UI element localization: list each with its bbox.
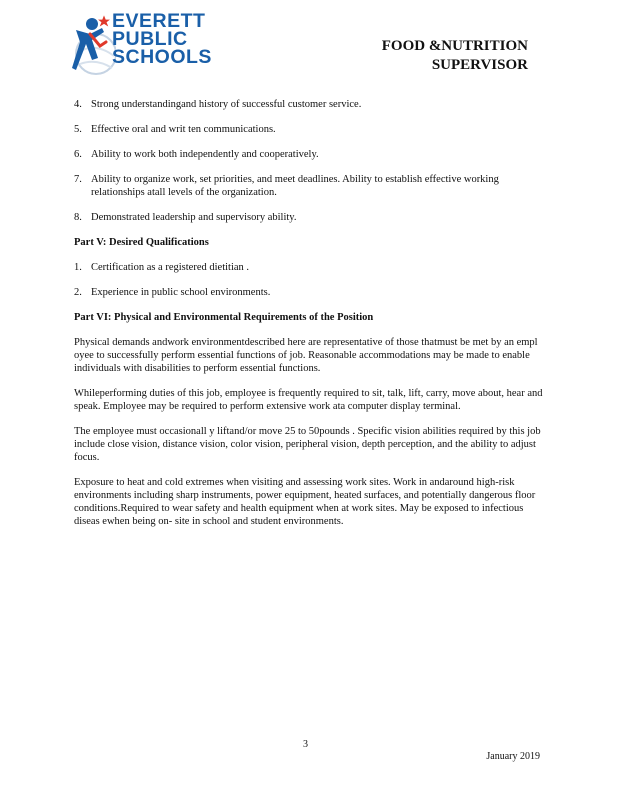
section-heading-part-6: Part VI: Physical and Environmental Requirements of the Position [74,312,374,323]
list-item [74,148,548,161]
document-title [382,37,528,75]
list-number: 5. [74,124,82,135]
logo-line-2: PUBLIC [112,28,188,50]
list-text: Ability to organize work, set priorities, and meet deadlines. Ability to establish effective working relationships atall levels of the organization. [91,174,499,198]
list-text: Experience in public school environments. [91,287,271,298]
paragraph: Physical demands andwork environmentdescribed here are representative of those thatmust be met by an empl oyee to successfully perform essential functions of job. Reasonable accommodations may be made to enable individuals with disabilities to perform essential functions. [74,337,538,374]
list-text: Demonstrated leadership and supervisory ability. [91,212,297,223]
list-item [74,261,548,274]
list-item [74,173,548,199]
list-text: Effective oral and writ ten communications. [91,124,276,135]
list-number: 1. [74,262,82,273]
list-text: Certification as a registered dietitian . [91,262,250,273]
list-number: 7. [74,174,82,185]
list-text: Strong understandingand history of successful customer service. [91,99,362,110]
logo-wordmark [112,12,212,66]
paragraph: The employee must occasionall y liftand/or move 25 to 50pounds . Specific vision abilities required by this job include close vision, distance vision, color vision, peripheral vision, depth perception, and the ability to adjust focus. [74,426,541,463]
list-item [74,98,548,111]
district-logo [72,12,242,82]
list-item [74,211,548,224]
logo-figure-icon [72,12,116,82]
list-text: Ability to work both independently and cooperatively. [91,149,319,160]
page-number: 3 [303,739,308,750]
list-number: 2. [74,287,82,298]
list-number: 8. [74,212,82,223]
list-number: 4. [74,99,82,110]
logo-line-1: EVERETT [112,10,206,32]
list-number: 6. [74,149,82,160]
title-line-1: FOOD &NUTRITION [381,38,528,54]
paragraph: Whileperforming duties of this job, employee is frequently required to sit, talk, lift, carry, move about, hear and speak. Employee may be required to perform extensive work ata computer display terminal. [74,388,543,412]
title-line-2: SUPERVISOR [431,57,528,73]
list-item [74,286,548,299]
footer-date: January 2019 [486,751,540,762]
section-heading-part-5: Part V: Desired Qualifications [74,237,209,248]
paragraph: Exposure to heat and cold extremes when visiting and assessing work sites. Work in andaround high-risk environments including sharp instruments, power equipment, heated surfaces, and potentially dangerous floor conditions.Required to wear safety and health equipment when at work sites. May be exposed to infectious diseas ewhen being on- site in school and student environments. [74,477,536,527]
logo-line-3: SCHOOLS [112,46,212,68]
list-item [74,123,548,136]
document-body [74,98,548,540]
